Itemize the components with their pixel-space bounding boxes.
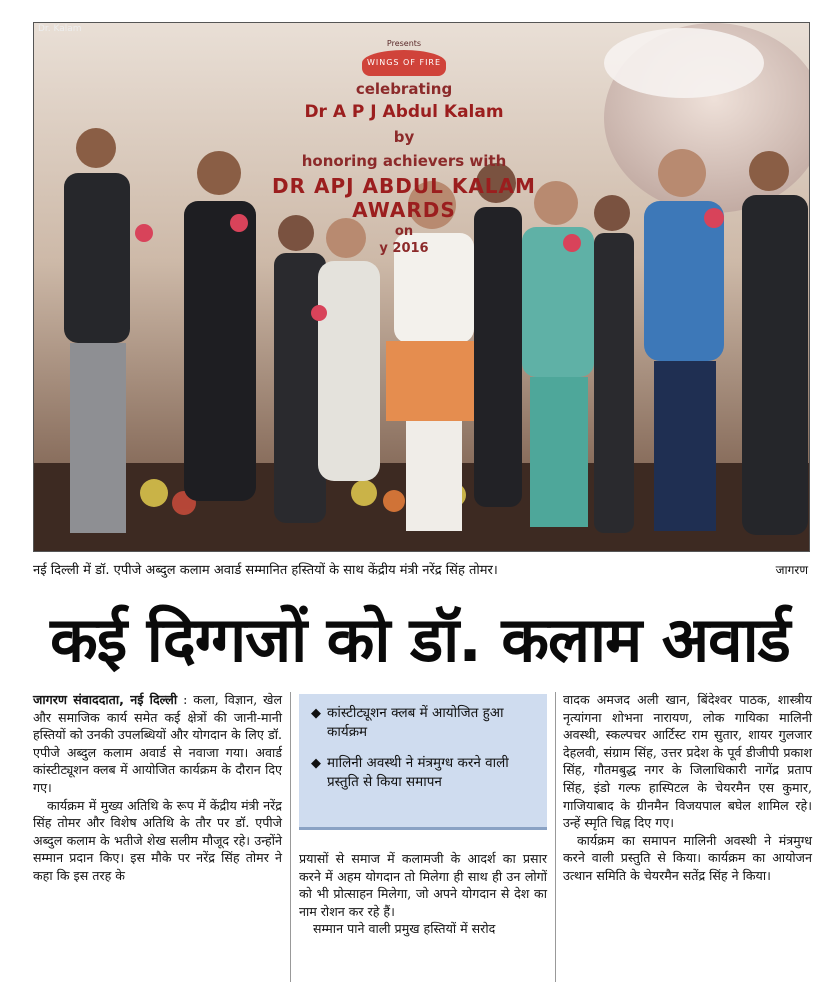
- photo-credit: जागरण: [775, 563, 808, 577]
- article-paragraph: कार्यक्रम में मुख्य अतिथि के रूप में केंद्रीय मंत्री नरेंद्र सिंह तोमर और विशेष अतिथि के तौर पर डॉ. एपीजे अब्दुल कलाम के भतीजे शेख सलीम मौजूद रहे। उन्होंने सम्मान प्रदान किए। इस मौके पर नरेंद्र सिंह तोमर ने कहा कि इस तरह के: [33, 797, 282, 883]
- highlight-text: मालिनी अवस्थी ने मंत्रमुग्ध करने वाली प्रस्तुति से किया समापन: [327, 755, 509, 790]
- diamond-bullet-icon: ◆: [311, 756, 321, 771]
- banner-line-awards: DR APJ ABDUL KALAM AWARDS: [272, 174, 536, 222]
- event-banner: [224, 39, 584, 256]
- column-divider: [555, 692, 556, 982]
- banner-line-name: Dr A P J Abdul Kalam: [304, 102, 504, 122]
- banner-line-on: on: [394, 224, 414, 239]
- article-column-1: [33, 691, 282, 885]
- news-photo: [33, 22, 810, 552]
- banner-line-celebrating: celebrating: [355, 80, 453, 98]
- highlight-text: कांस्टीट्यूशन क्लब में आयोजित हुआ कार्यक्रम: [327, 705, 504, 740]
- photo-caption: नई दिल्ली में डॉ. एपीजे अब्दुल कलाम अवार्ड सम्मानित हस्तियों के साथ केंद्रीय मंत्री नरेंद्र सिंह तोमर।: [33, 563, 498, 578]
- banner-line-honoring: honoring achievers with: [301, 152, 507, 170]
- headline: कई दिग्गजों को डॉ. कलाम अवार्ड: [50, 603, 790, 676]
- article-paragraph: [33, 691, 282, 797]
- banner-line-date: y 2016: [379, 241, 429, 256]
- dateline: जागरण संवाददाता, नई दिल्ली: [33, 692, 178, 707]
- article-column-3: [563, 691, 812, 885]
- wings-of-fire-logo: WINGS OF FIRE: [362, 50, 446, 76]
- banner-line-by: by: [393, 128, 415, 146]
- banner-presents: Presents: [386, 39, 422, 48]
- article-column-2: [299, 850, 547, 938]
- article-paragraph: सम्मान पाने वाली प्रमुख हस्तियों में सरोद: [313, 921, 496, 937]
- article-paragraph: कार्यक्रम का समापन मालिनी अवस्थी ने मंत्रमुग्ध करने वाली प्रस्तुति से किया। कार्यक्रम का आयोजन उत्थान समिति के चेयरमैन सतेंद्र सिंह ने किया।: [563, 832, 812, 883]
- diamond-bullet-icon: ◆: [311, 706, 321, 721]
- article-text: : कला, विज्ञान, खेल और समाजिक कार्य समेत कई क्षेत्रों की जानी-मानी हस्तियों को उनकी उपलब्धियों और योगदान के लिए डॉ. एपीजे अब्दुल कलाम अवार्ड से नवाजा गया। अवार्ड कांस्टीट्यूशन क्लब में आयोजित कार्यक्रम के दौरान दिए गए।: [33, 692, 282, 795]
- article-paragraph: प्रयासों से समाज में कलामजी के आदर्श का प्रसार करने में अहम योगदान तो मिलेगा ही साथ ही उन लोगों को भी प्रोत्साहन मिलेगा, जो अपने योगदान से देश का नाम रोशन कर रहे हैं।: [299, 851, 547, 919]
- highlight-item: [311, 704, 537, 742]
- photo-corner-tag: Dr. Kalam: [38, 24, 82, 34]
- article-paragraph: वादक अमजद अली खान, बिंदेश्वर पाठक, शास्त्रीय नृत्यांगना शोभना नारायण, लोक गायिका मालिनी अवस्थी, स्कल्पचर आर्टिस्ट राम सुतार, शायर गुलजार देहलवी, संग्राम सिंह, उत्तर प्रदेश के पूर्व डीजीपी प्रकाश सिंह, गौतमबुद्ध नगर के जिलाधिकारी नागेंद्र प्रताप सिंह, इंडो गल्फ हास्पिटल के चेयरमैन एस कुमार, गाजियाबाद के ग्रीनमैन विजयपाल बघेल शामिल रहे। उन्हें स्मृति चिह्न दिए गए।: [563, 692, 812, 831]
- column-divider: [290, 692, 291, 982]
- highlight-item: [311, 754, 537, 792]
- highlights-box: [299, 694, 547, 830]
